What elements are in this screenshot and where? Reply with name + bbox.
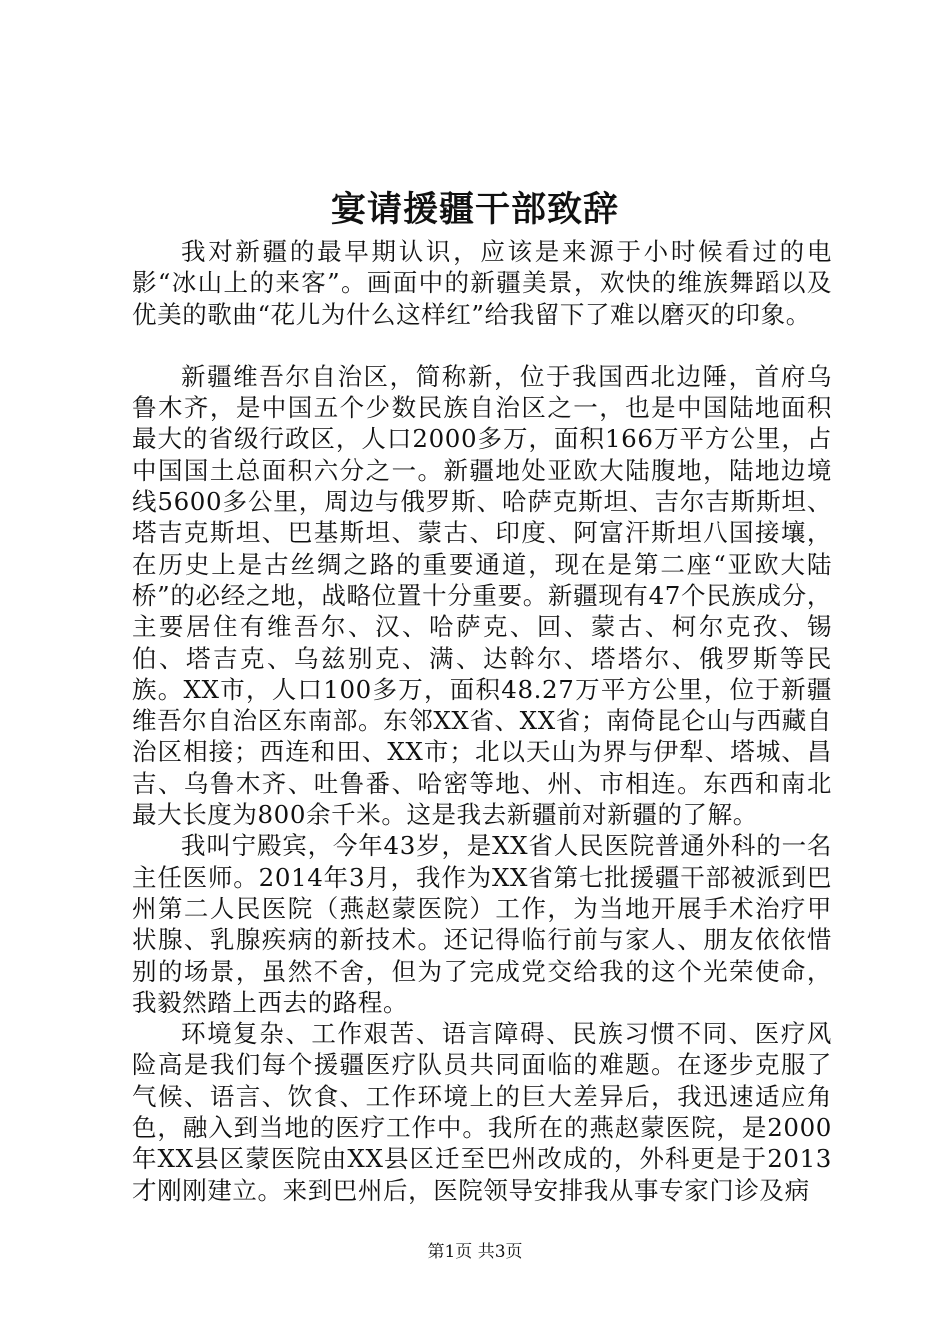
document-title: 宴请援疆干部致辞 — [330, 189, 619, 230]
paragraph-spacer — [132, 330, 832, 361]
document-body — [132, 236, 832, 1206]
paragraph-2: 新疆维吾尔自治区，简称新，位于我国西北边陲，首府乌鲁木齐，是中国五个少数民族自治区之一，也是中国陆地面积最大的省级行政区，人口2000多万，面积166万平方公里，占中国国土总面积六分之一。新疆地处亚欧大陆腹地，陆地边境线5600多公里，周边与俄罗斯、哈萨克斯坦、吉尔吉斯斯坦、塔吉克斯坦、巴基斯坦、蒙古、印度、阿富汗斯坦八国接壤，在历史上是古丝绸之路的重要通道，现在是第二座“亚欧大陆桥”的必经之地，战略位置十分重要。新疆现有47个民族成分，主要居住有维吾尔、汉、哈萨克、回、蒙古、柯尔克孜、锡伯、塔吉克、乌兹别克、满、达斡尔、塔塔尔、俄罗斯等民族。XX市，人口100多万，面积48.27万平方公里，位于新疆维吾尔自治区东南部。东邻XX省、XX省；南倚昆仑山与西藏自治区相接；西连和田、XX市；北以天山为界与伊犁、塔城、昌吉、乌鲁木齐、吐鲁番、哈密等地、州、市相连。东西和南北最大长度为800余千米。这是我去新疆前对新疆的了解。 — [132, 361, 832, 830]
paragraph-4: 环境复杂、工作艰苦、语言障碍、民族习惯不同、医疗风险高是我们每个援疆医疗队员共同面临的难题。在逐步克服了气候、语言、饮食、工作环境上的巨大差异后，我迅速适应角色，融入到当地的医疗工作中。我所在的燕赵蒙医院，是2000年XX县区蒙医院由XX县区迁至巴州改成的，外科更是于2013才刚刚建立。来到巴州后，医院领导安排我从事专家门诊及病 — [132, 1019, 832, 1205]
paragraph-3: 我叫宁殿宾，今年43岁，是XX省人民医院普通外科的一名主任医师。2014年3月，我作为XX省第七批援疆干部被派到巴州第二人民医院（燕赵蒙医院）工作，为当地开展手术治疗甲状腺、乳腺疾病的新技术。还记得临行前与家人、朋友依依惜别的场景，虽然不舍，但为了完成党交给我的这个光荣使命，我毅然踏上西去的路程。 — [132, 831, 832, 1017]
paragraph-1: 我对新疆的最早期认识，应该是来源于小时候看过的电影“冰山上的来客”。画面中的新疆美景，欢快的维族舞蹈以及优美的歌曲“花儿为什么这样红”给我留下了难以磨灭的印象。 — [132, 237, 832, 329]
page-footer: 第1页 共3页 — [427, 1242, 523, 1262]
